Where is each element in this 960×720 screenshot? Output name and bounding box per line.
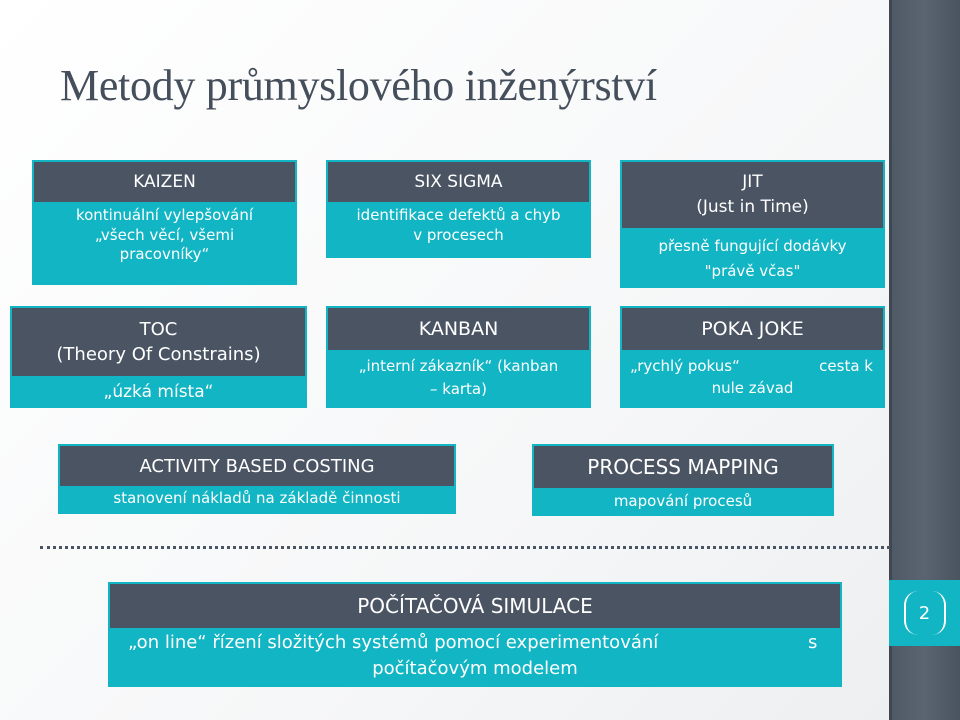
- kaizen-line-2: „všech věcí, všemi: [94, 225, 235, 244]
- box-activity-based-costing: [58, 444, 456, 514]
- toc-head-line-2: (Theory Of Constrains): [56, 344, 261, 365]
- six-sigma-line-2: v procesech: [413, 225, 504, 244]
- kanban-line-1: „interní zákazník“ (kanban: [358, 357, 559, 375]
- box-six-sigma-head: SIX SIGMA: [328, 162, 589, 202]
- slide-title: Metody průmyslového inženýrství: [60, 61, 657, 110]
- box-poka-joke-head: POKA JOKE: [622, 308, 883, 350]
- box-kanban: [326, 306, 591, 408]
- kaizen-line-1: kontinuální vylepšování: [75, 206, 254, 224]
- box-process-mapping-body: [534, 488, 832, 514]
- box-jit-body: [622, 228, 883, 286]
- box-kanban-head: KANBAN: [328, 308, 589, 350]
- kanban-line-2: – karta): [430, 379, 487, 398]
- box-jit: [620, 160, 885, 288]
- simulace-line-2: počítačovým modelem: [372, 658, 578, 679]
- box-simulace-head: POČÍTAČOVÁ SIMULACE: [110, 584, 840, 628]
- six-sigma-line-1: identifikace defektů a chyb: [356, 206, 561, 224]
- poka-joke-line-1b: cesta k: [819, 357, 873, 375]
- simulace-line-1b: s: [808, 632, 818, 653]
- box-poka-joke-body: [622, 350, 883, 406]
- box-abc-head: ACTIVITY BASED COSTING: [60, 446, 454, 486]
- box-pocitacova-simulace: [108, 582, 842, 687]
- box-toc-body: [12, 376, 305, 406]
- toc-head-line-1: TOC: [139, 318, 178, 340]
- box-jit-head: [622, 162, 883, 228]
- box-kaizen-body: [34, 202, 295, 283]
- box-simulace-body: [110, 628, 840, 685]
- simulace-line-1a: „on line“ řízení složitých systémů pomocí experimentování: [128, 632, 659, 653]
- kaizen-line-3: pracovníky“: [119, 245, 210, 263]
- abc-line-1: stanovení nákladů na základě činnosti: [113, 489, 401, 507]
- box-kanban-body: [328, 350, 589, 406]
- page-number: 2: [904, 591, 946, 635]
- toc-line-1: „úzká místa“: [103, 382, 214, 402]
- box-six-sigma-body: [328, 202, 589, 256]
- box-poka-joke: [620, 306, 885, 408]
- box-toc: [10, 306, 307, 408]
- page-number-badge: [889, 580, 960, 646]
- jit-line-2: "právě včas": [704, 261, 801, 280]
- jit-head-line-1: JIT: [742, 172, 763, 193]
- box-kaizen: [32, 160, 297, 285]
- section-divider: [40, 546, 890, 549]
- poka-joke-line-2: nule závad: [711, 379, 794, 397]
- box-toc-head: [12, 308, 305, 376]
- box-abc-body: [60, 486, 454, 512]
- box-kaizen-head: KAIZEN: [34, 162, 295, 202]
- process-mapping-line-1: mapování procesů: [613, 492, 753, 510]
- box-six-sigma: [326, 160, 591, 258]
- poka-joke-line-1a: „rychlý pokus“: [630, 357, 740, 375]
- jit-head-line-2: (Just in Time): [696, 197, 809, 217]
- box-process-mapping-head: PROCESS MAPPING: [534, 446, 832, 488]
- box-process-mapping: [532, 444, 834, 516]
- jit-line-1: přesně fungující dodávky: [658, 237, 847, 255]
